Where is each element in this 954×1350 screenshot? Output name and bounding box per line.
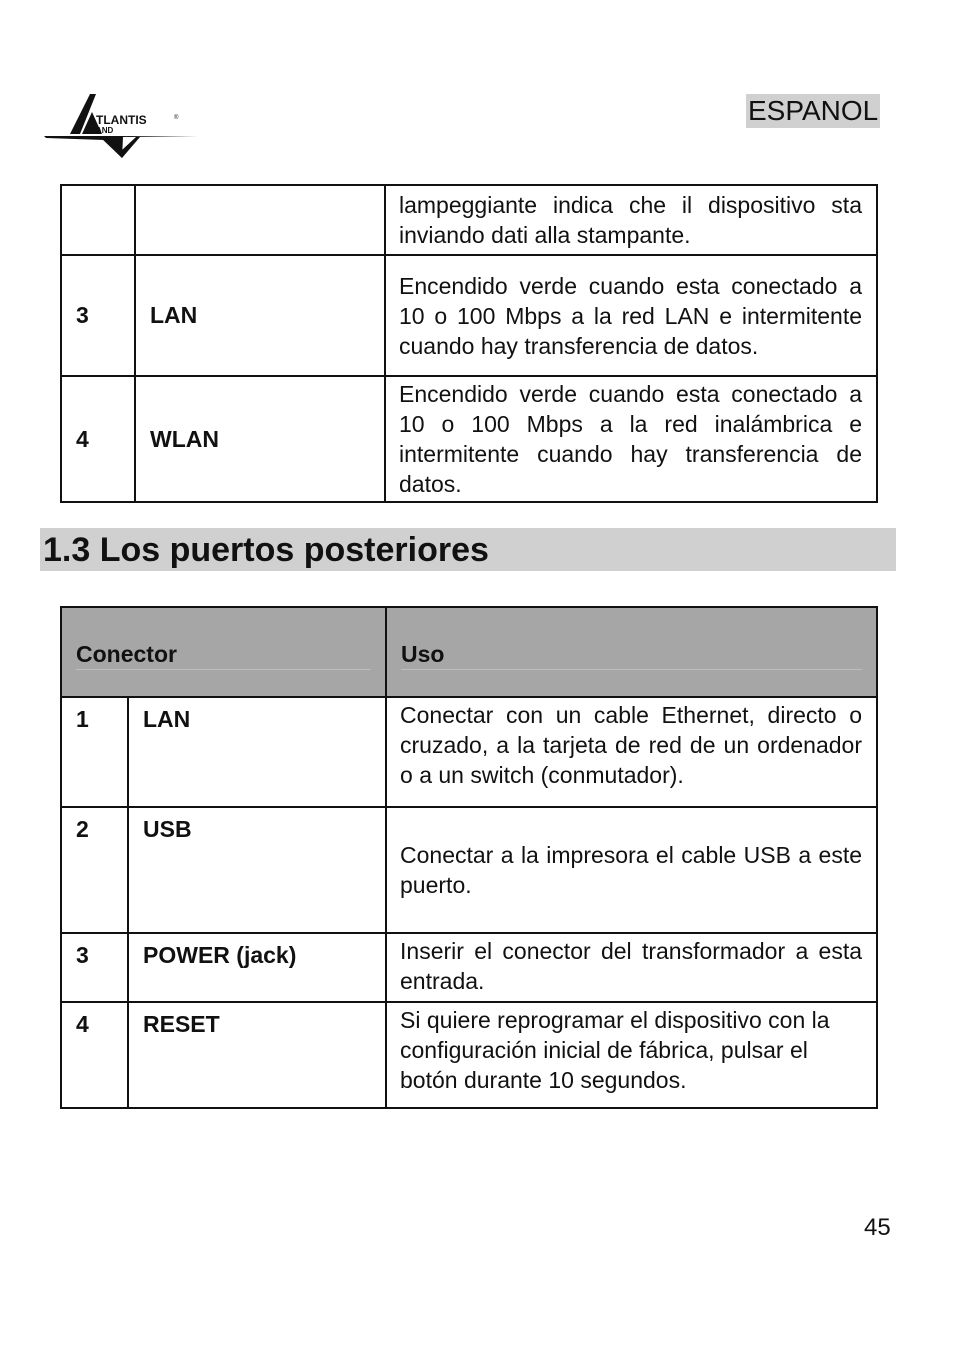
row-description: Conectar con un cable Ethernet, directo o cruzado, a la tarjeta de red de un ordenador o a un switch (conmutador). bbox=[386, 697, 877, 807]
row-name: LAN bbox=[128, 697, 386, 807]
row-name: RESET bbox=[128, 1002, 386, 1108]
row-description: Conectar a la impresora el cable USB a este puerto. bbox=[386, 807, 877, 933]
svg-text:TLANTIS: TLANTIS bbox=[96, 113, 147, 127]
row-name bbox=[135, 185, 385, 255]
table-row bbox=[61, 255, 877, 376]
row-number: 4 bbox=[61, 376, 135, 502]
atlantis-land-logo bbox=[40, 88, 202, 162]
row-name: USB bbox=[128, 807, 386, 933]
table-row bbox=[61, 697, 877, 807]
row-name: LAN bbox=[135, 255, 385, 376]
row-description: Encendido verde cuando esta conectado a 10 o 100 Mbps a la red inalámbrica e intermitente cuando hay transferencia de datos. bbox=[385, 376, 877, 502]
row-number: 3 bbox=[61, 933, 128, 1002]
page-number: 45 bbox=[864, 1214, 891, 1241]
header-connector: Conector bbox=[61, 607, 386, 697]
header-use: Uso bbox=[386, 607, 877, 697]
svg-text:AND: AND bbox=[96, 126, 114, 135]
leds-table bbox=[60, 184, 878, 503]
table-row bbox=[61, 933, 877, 1002]
table-header-row bbox=[61, 607, 877, 697]
table-row bbox=[61, 376, 877, 502]
table-row bbox=[61, 1002, 877, 1108]
row-description: Si quiere reprogramar el dispositivo con la configuración inicial de fábrica, pulsar el botón durante 10 segundos. bbox=[386, 1002, 877, 1108]
svg-text:®: ® bbox=[174, 115, 179, 121]
row-name: WLAN bbox=[135, 376, 385, 502]
table-row bbox=[61, 807, 877, 933]
row-description: lampeggiante indica che il dispositivo sta inviando dati alla stampante. bbox=[385, 185, 877, 255]
row-description: Inserir el conector del transformador a esta entrada. bbox=[386, 933, 877, 1002]
row-number: 3 bbox=[61, 255, 135, 376]
row-number bbox=[61, 185, 135, 255]
row-description: Encendido verde cuando esta conectado a 10 o 100 Mbps a la red LAN e intermitente cuando hay transferencia de datos. bbox=[385, 255, 877, 376]
language-label: ESPANOL bbox=[748, 95, 879, 126]
row-name: POWER (jack) bbox=[128, 933, 386, 1002]
row-number: 1 bbox=[61, 697, 128, 807]
table-row bbox=[61, 185, 877, 255]
section-title: 1.3 Los puertos posteriores bbox=[40, 528, 896, 571]
row-number: 4 bbox=[61, 1002, 128, 1108]
row-number: 2 bbox=[61, 807, 128, 933]
ports-table bbox=[60, 606, 878, 1109]
